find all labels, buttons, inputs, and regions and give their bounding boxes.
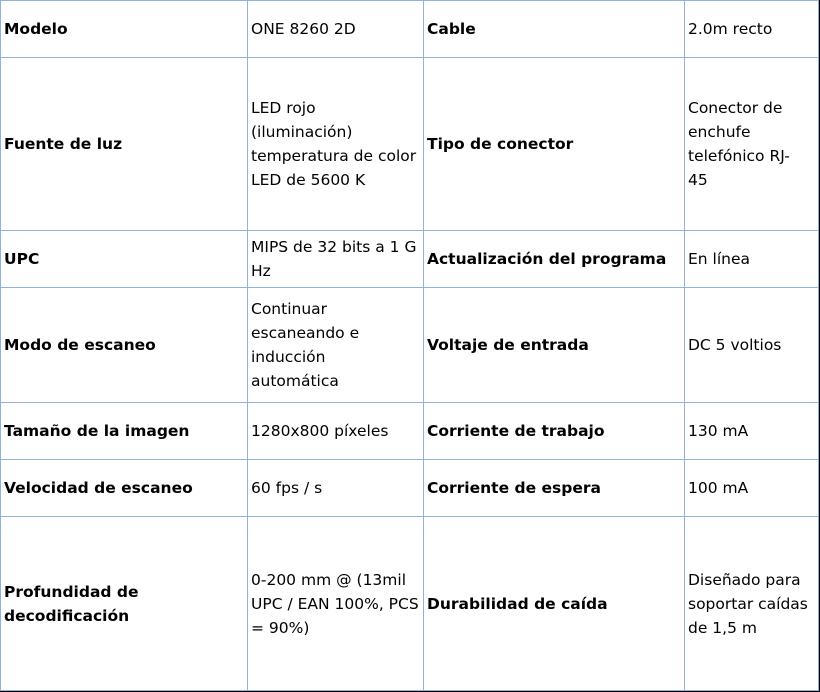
- table-row: [1, 231, 819, 288]
- spec-label: Cable: [424, 1, 685, 58]
- spec-value: MIPS de 32 bits a 1 G Hz: [248, 231, 424, 288]
- spec-label: Corriente de espera: [424, 460, 685, 517]
- spec-value: ONE 8260 2D: [248, 1, 424, 58]
- spec-label: Durabilidad de caída: [424, 517, 685, 691]
- spec-value: 1280x800 píxeles: [248, 403, 424, 460]
- spec-label: Profundidad de decodificación: [1, 517, 248, 691]
- spec-label: Tamaño de la imagen: [1, 403, 248, 460]
- table-row: [1, 1, 819, 58]
- spec-label: Fuente de luz: [1, 58, 248, 231]
- spec-value: 60 fps / s: [248, 460, 424, 517]
- spec-value: Continuar escaneando e inducción automática: [248, 288, 424, 403]
- table-row: [1, 517, 819, 691]
- spec-value: LED rojo (iluminación) temperatura de color LED de 5600 K: [248, 58, 424, 231]
- spec-value: DC 5 voltios: [685, 288, 819, 403]
- spec-value: 2.0m recto: [685, 1, 819, 58]
- spec-label: Modelo: [1, 1, 248, 58]
- table-row: [1, 288, 819, 403]
- spec-label: Velocidad de escaneo: [1, 460, 248, 517]
- spec-value: En línea: [685, 231, 819, 288]
- spec-label: UPC: [1, 231, 248, 288]
- table-row: [1, 58, 819, 231]
- spec-label: Corriente de trabajo: [424, 403, 685, 460]
- spec-label: Voltaje de entrada: [424, 288, 685, 403]
- spec-value: Diseñado para soportar caídas de 1,5 m: [685, 517, 819, 691]
- table-row: [1, 460, 819, 517]
- spec-label: Modo de escaneo: [1, 288, 248, 403]
- spec-value: 130 mA: [685, 403, 819, 460]
- spec-label: Actualización del programa: [424, 231, 685, 288]
- spec-value: 100 mA: [685, 460, 819, 517]
- table-row: [1, 403, 819, 460]
- spec-value: 0-200 mm @ (13mil UPC / EAN 100%, PCS = 90%): [248, 517, 424, 691]
- spec-label: Tipo de conector: [424, 58, 685, 231]
- spec-value: Conector de enchufe telefónico RJ- 45: [685, 58, 819, 231]
